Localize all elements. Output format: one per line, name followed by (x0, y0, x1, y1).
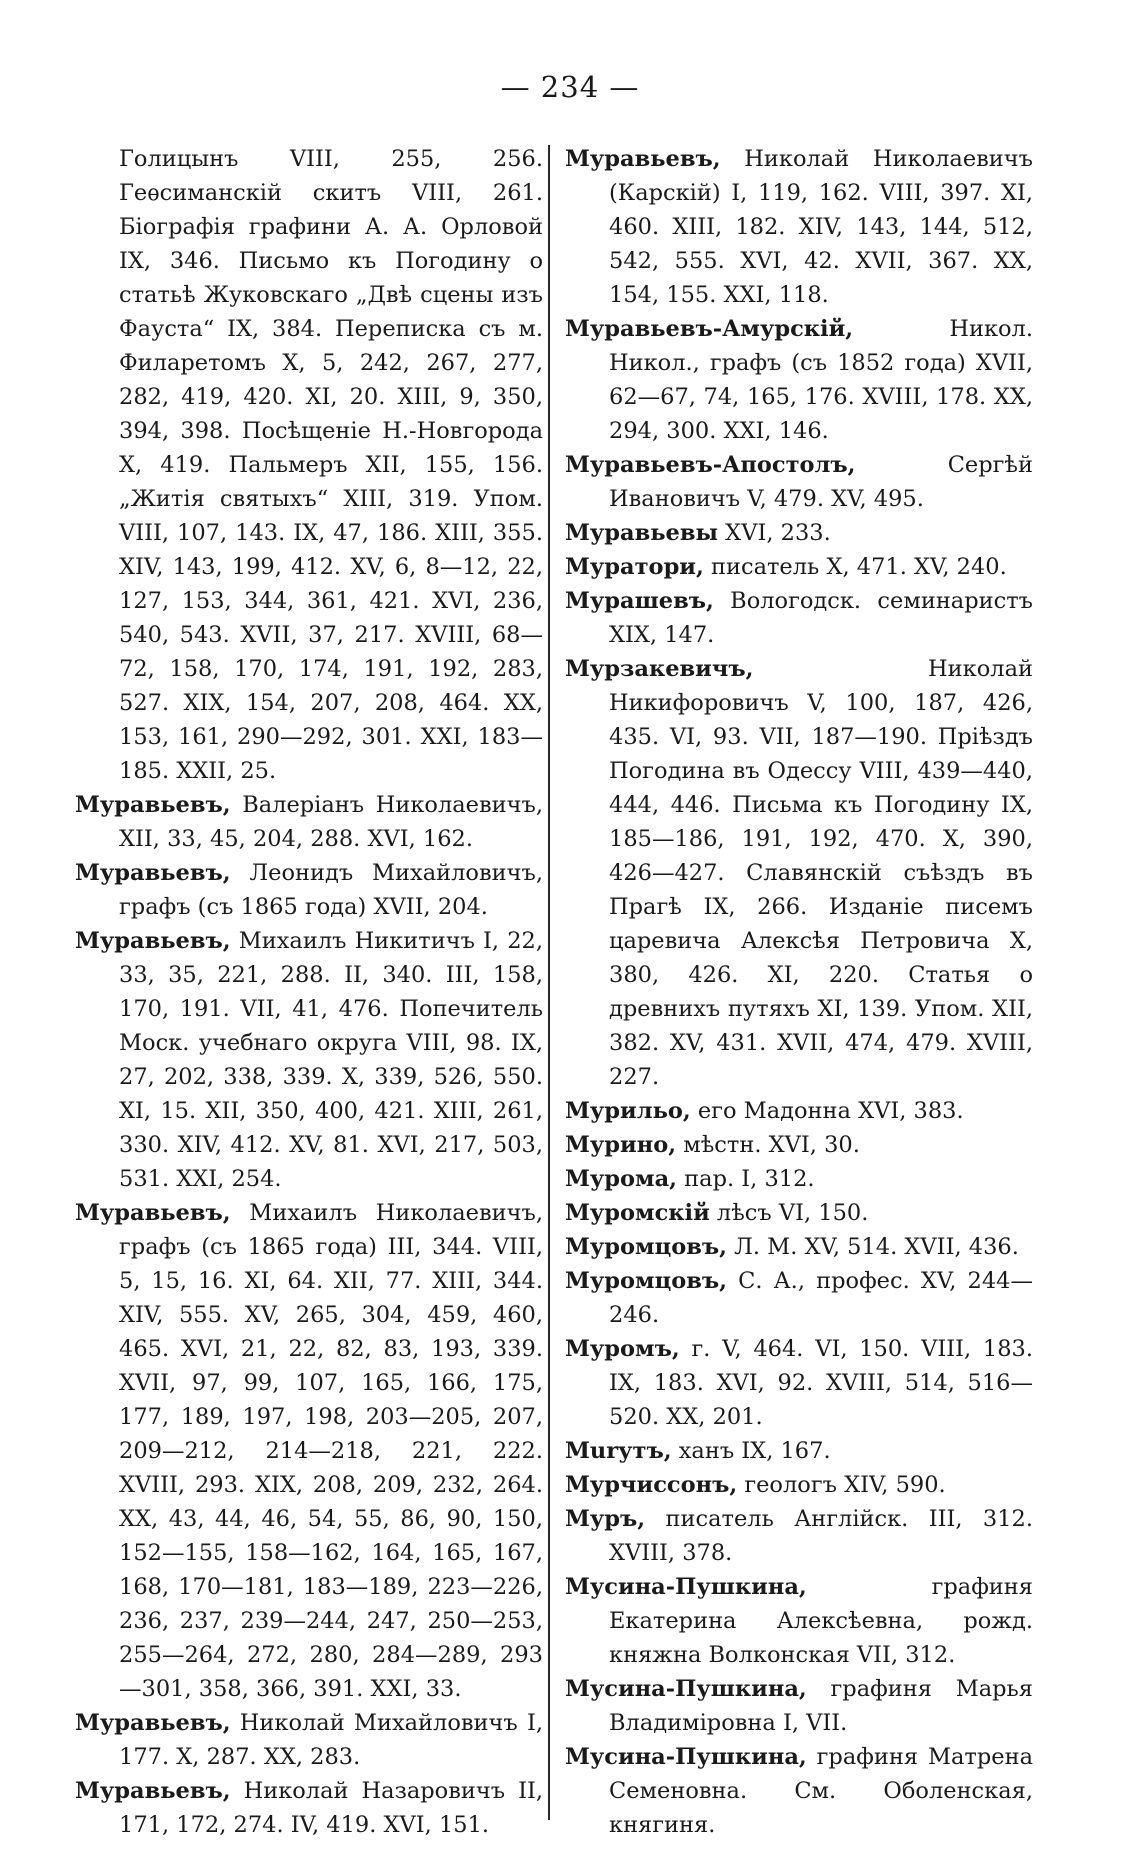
entry-text: Николай Никифоровичъ V, 100, 187, 426, 435. VI, 93. VII, 187—190. Пріѣздъ Погодина въ Одессу VIII, 439—440, 444, 446. Письма къ Погодину IX, 185—186, 191, 192, 470. X, 390, 426—427. Славянскій съѣздъ въ Прагѣ IX, 266. Изданіе писемъ царевича Алексѣя Петровича X, 380, 426. XI, 220. Статья о древнихъ путяхъ XI, 139. Упом. XII, 382. XV, 431. XVII, 474, 479. XVIII, 227. (609, 656, 1033, 1090)
entry-headword: Муравьевы (565, 520, 719, 546)
index-entry (565, 1672, 1033, 1740)
index-entry (75, 924, 543, 1196)
entry-headword: Муромскій (565, 1200, 710, 1226)
entry-headword: Муравьевъ, (75, 1710, 231, 1736)
entry-headword: Мурома, (565, 1166, 678, 1192)
page-number: — 234 — (500, 70, 640, 104)
index-entry (565, 1230, 1033, 1264)
entry-text: Михаилъ Николаевичъ, графъ (съ 1865 года) III, 344. VIII, 5, 15, 16. XI, 64. XII, 77. XIII, 344. XIV, 555. XV, 265, 304, 459, 460, 465. XVI, 21, 22, 82, 83, 193, 339. XVII, 97, 99, 107, 165, 166, 175, 177, 189, 197, 198, 203—205, 207, 209—212, 214—218, 221, 222. XVIII, 293. XIX, 208, 209, 232, 264. XX, 43, 44, 46, 54, 55, 86, 90, 150, 152—155, 158—162, 164, 165, 167, 168, 170—181, 183—189, 223—226, 236, 237, 239—244, 247, 250—253, 255—264, 272, 280, 284—289, 293—301, 358, 366, 391. XXI, 33. (119, 1200, 543, 1702)
entry-text: геологъ XIV, 590. (737, 1472, 946, 1498)
left-column (75, 142, 543, 1842)
entry-text: Л. М. XV, 514. XVII, 436. (726, 1234, 1019, 1260)
index-entry (75, 856, 543, 924)
entry-text: Валеріанъ Николаевичъ, XII, 33, 45, 204, 288. XVI, 162. (119, 792, 543, 852)
entry-headword: Муравьевъ, (75, 1200, 231, 1226)
entry-text: г. V, 464. VI, 150. VIII, 183. IX, 183. XVI, 92. XVIII, 514, 516—520. XX, 201. (609, 1336, 1033, 1430)
index-entry (565, 516, 1033, 550)
entry-text: С. А., профес. XV, 244—246. (609, 1268, 1033, 1328)
entry-headword: Муравьевъ-Амурскій, (565, 316, 854, 342)
index-entry (75, 1196, 543, 1706)
entry-headword: Мусина-Пушкина, (565, 1744, 807, 1770)
entry-text: Голицынъ VIII, 255, 256. Геѳсиманскій скитъ VIII, 261. Біографія графини А. А. Орловой IX, 346. Письмо къ Погодину о статьѣ Жуковскаго „Двѣ сцены изъ Фауста“ IX, 384. Переписка съ м. Филаретомъ X, 5, 242, 267, 277, 282, 419, 420. XI, 20. XIII, 9, 350, 394, 398. Посѣщеніе Н.-Новгорода X, 419. Пальмеръ XII, 155, 156. „Житія святыхъ“ XIII, 319. Упом. VIII, 107, 143. IX, 47, 186. XIII, 355. XIV, 143, 199, 412. XV, 6, 8—12, 22, 127, 153, 344, 361, 421. XVI, 236, 540, 543. XVII, 37, 217. XVIII, 68—72, 158, 170, 174, 191, 192, 283, 527. XIX, 154, 207, 208, 464. XX, 153, 161, 290—292, 301. XXI, 183—185. XXII, 25. (119, 146, 543, 784)
index-entry (75, 142, 543, 788)
entry-headword: Муравьевъ, (565, 146, 721, 172)
entry-text: лѣсъ VI, 150. (709, 1200, 869, 1226)
entry-text: Николай Назаровичъ II, 171, 172, 274. IV, 419. XVI, 151. (119, 1778, 543, 1838)
index-entry (565, 550, 1033, 584)
entry-text: писатель X, 471. XV, 240. (703, 554, 1007, 580)
entry-headword: Муравьевъ, (75, 928, 231, 954)
entry-text: писатель Англійск. III, 312. XVIII, 378. (609, 1506, 1033, 1566)
index-entry (565, 652, 1033, 1094)
index-entry (565, 1468, 1033, 1502)
entry-headword: Муравьевъ, (75, 792, 231, 818)
right-column (565, 142, 1033, 1842)
entry-headword: Мурчиссонъ, (565, 1472, 738, 1498)
index-entry (565, 1434, 1033, 1468)
index-entry (565, 1196, 1033, 1230)
column-divider (548, 145, 550, 1820)
index-entry (565, 448, 1033, 516)
entry-headword: Мурашевъ, (565, 588, 714, 614)
entry-text: мѣстн. XVI, 30. (676, 1132, 860, 1158)
entry-text: его Мадонна XVI, 383. (690, 1098, 964, 1124)
entry-headword: Мусина-Пушкина, (565, 1574, 807, 1600)
entry-text: Леонидъ Михайловичъ, графъ (съ 1865 года) XVII, 204. (119, 860, 543, 920)
entry-headword: Мусина-Пушкина, (565, 1676, 807, 1702)
entry-headword: Мурино, (565, 1132, 677, 1158)
entry-headword: Murутъ, (565, 1438, 672, 1464)
entry-text: Вологодск. семинаристъ XIX, 147. (609, 588, 1033, 648)
entry-text: Николай Николаевичъ (Карскій) I, 119, 162. VIII, 397. XI, 460. XIII, 182. XIV, 143, 144, 512, 542, 555. XVI, 42. XVII, 367. XX, 154, 155. XXI, 118. (609, 146, 1033, 308)
entry-headword: Муравьевъ, (75, 860, 231, 886)
entry-headword: Муръ, (565, 1506, 646, 1532)
index-entry (565, 1264, 1033, 1332)
entry-text: графиня Екатерина Алексѣевна, рожд. княжна Волконская VII, 312. (609, 1574, 1033, 1668)
entry-text: Николай Михайловичъ I, 177. X, 287. XX, 283. (119, 1710, 543, 1770)
index-entry (565, 1332, 1033, 1434)
entry-text: Сергѣй Ивановичъ V, 479. XV, 495. (609, 452, 1033, 512)
index-entry (565, 1740, 1033, 1842)
entry-headword: Муратори, (565, 554, 704, 580)
index-entry (75, 1706, 543, 1774)
entry-headword: Муравьевъ-Апостолъ, (565, 452, 856, 478)
index-entry (565, 142, 1033, 312)
entry-headword: Муромцовъ, (565, 1234, 727, 1260)
index-entry (75, 788, 543, 856)
entry-headword: Мурильо, (565, 1098, 691, 1124)
index-entry (565, 1162, 1033, 1196)
index-entry (565, 1502, 1033, 1570)
index-entry (75, 1774, 543, 1842)
entry-text: графиня Матрена Семеновна. См. Оболенская, княгиня. (609, 1744, 1033, 1838)
entry-headword: Муравьевъ, (75, 1778, 231, 1804)
entry-text: Михаилъ Никитичъ I, 22, 33, 35, 221, 288. II, 340. III, 158, 170, 191. VII, 41, 476. Попечитель Моск. учебнаго округа VIII, 98. IX, 27, 202, 338, 339. X, 339, 526, 550. XI, 15. XII, 350, 400, 421. XIII, 261, 330. XIV, 412. XV, 81. XVI, 217, 503, 531. XXI, 254. (119, 928, 543, 1192)
index-entry (565, 1570, 1033, 1672)
entry-headword: Мурзакевичъ, (565, 656, 754, 682)
entry-text: XVI, 233. (718, 520, 831, 546)
entry-headword: Муромцовъ, (565, 1268, 727, 1294)
index-entry (565, 1128, 1033, 1162)
entry-text: Никол. Никол., графъ (съ 1852 года) XVII, 62—67, 74, 165, 176. XVIII, 178. XX, 294, 300. XXI, 146. (609, 316, 1033, 444)
index-entry (565, 1094, 1033, 1128)
index-entry (565, 312, 1033, 448)
entry-text: ханъ IX, 167. (671, 1438, 831, 1464)
entry-headword: Муромъ, (565, 1336, 680, 1362)
index-entry (565, 584, 1033, 652)
entry-text: пар. I, 312. (677, 1166, 815, 1192)
entry-text: графиня Марья Владиміровна I, VII. (609, 1676, 1033, 1736)
